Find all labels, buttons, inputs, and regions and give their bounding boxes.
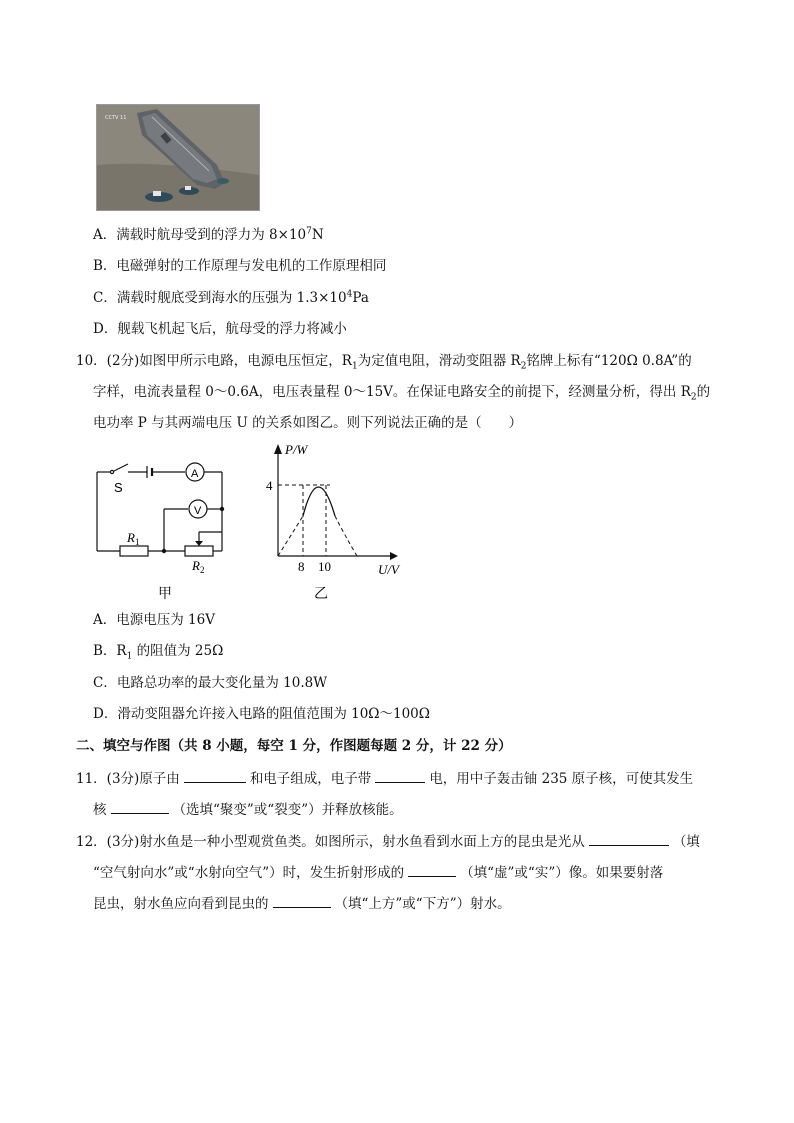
option-text: 电路总功率的最大变化量为 10.8W [116,675,328,691]
q10-text: 如图甲所示电路，电源电压恒定，R [139,353,352,369]
option-label: C． [93,675,117,691]
photo-watermark: CCTV 11 [105,115,127,121]
q11-line-2 [93,799,403,819]
question-number: 10．(2分) [76,353,140,369]
q12-text: （填 [672,834,700,850]
subscript: 2 [520,361,527,372]
q10-option-c [93,674,327,692]
subscript: 2 [690,392,697,403]
option-label: A． [93,612,117,628]
q10-text: 的 [696,384,711,400]
curve-dashed-left [278,516,303,556]
answer-blank[interactable] [375,768,425,783]
aircraft-carrier-photo [96,104,260,211]
option-label: B． [93,643,117,659]
answer-blank[interactable] [111,799,169,814]
q9-option-a [93,226,324,244]
q10-text: 铭牌上标有“120Ω 0.8A”的 [526,353,692,369]
circuit-caption: 甲 [158,586,172,602]
option-label: A． [93,227,117,243]
q11-text: 核 [93,802,107,818]
option-unit: Pa [352,290,369,306]
q10-text: 为定值电阻，滑动变阻器 R [357,353,521,369]
option-label: B． [93,258,117,274]
option-sup: 7 [306,226,312,237]
q11-text: （选填“聚变”或“裂变”）并释放核能。 [172,802,403,818]
option-label: D． [93,321,118,337]
q10-line-3 [93,414,522,432]
q12-text: （填“虚”或“实”）像。如果要射落 [460,865,664,881]
subscript: 1 [126,651,133,662]
q11-line-1 [76,768,693,788]
power-voltage-graph [260,438,410,608]
question-number: 11．(3分) [76,771,140,787]
q12-text: 昆虫，射水鱼应向看到昆虫的 [93,896,269,912]
option-label: C． [93,290,117,306]
answer-blank[interactable] [184,768,246,783]
subscript: 1 [351,361,358,372]
q11-text: 原子由 [139,771,180,787]
q11-text: 电，用中子轰击铀 235 原子核，可使其发生 [429,771,694,787]
q10-line-2 [93,383,710,401]
option-text: 电源电压为 16V [116,612,215,628]
q10-text: 电功率 P 与其两端电压 U 的关系如图乙。则下列说法正确的是（ ） [93,415,523,431]
q9-option-c [93,289,369,307]
q10-option-a [93,611,215,629]
question-number: 12．(3分) [76,834,140,850]
graph-x-label: U/V [378,562,399,577]
junction-dot [162,549,166,553]
option-text: 舰载飞机起飞后，航母受的浮力将减小 [117,321,347,337]
q10-option-d [93,705,430,723]
q12-text: （填“上方”或“下方”）射水。 [334,896,511,912]
curve-dashed-right [335,516,357,556]
q12-line-2 [93,862,663,882]
option-label: D． [93,706,118,722]
q12-line-1 [76,831,700,851]
circuit-diagram [90,450,240,610]
graph-x-tick-10: 10 [318,559,331,574]
option-text: 满载时舰底受到海水的压强为 1.3×10 [116,290,347,306]
section-2-title: 二、填空与作图（共 8 小题，每空 1 分，作图题每题 2 分，计 22 分） [76,738,512,754]
carrier-illustration [97,105,259,210]
answer-blank[interactable] [589,831,669,846]
option-unit: N [311,227,324,243]
answer-blank[interactable] [408,862,456,877]
option-text: 滑动变阻器允许接入电路的阻值范围为 10Ω～100Ω [117,706,430,722]
option-text: R [116,643,127,659]
q12-text: 射水鱼是一种小型观赏鱼类。如图所示，射水鱼看到水面上方的昆虫是光从 [139,834,585,850]
graph-y-label: P/W [285,442,308,457]
junction-dot [220,507,224,511]
ammeter-label: A [191,468,199,480]
switch-label: S [114,480,123,495]
q11-text: 和电子组成，电子带 [249,771,372,787]
q10-option-b [93,642,223,660]
r1-label: $R_1$ [127,530,140,547]
graph-y-tick: 4 [266,478,273,493]
option-text: 满载时航母受到的浮力为 8×10 [116,227,307,243]
graph-x-tick-8: 8 [298,559,305,574]
option-text: 电磁弹射的工作原理与发电机的工作原理相同 [116,258,387,274]
voltmeter-label: V [194,505,202,517]
graph-caption: 乙 [314,586,328,602]
q9-option-b [93,257,386,275]
q10-line-1 [76,352,692,370]
r2-label: $R_2$ [192,558,205,575]
q9-option-d [93,320,347,338]
option-text: 的阻值为 25Ω [132,643,224,659]
q12-line-3 [93,893,511,913]
curve-solid [303,487,335,516]
q10-text: 字样，电流表量程 0～0.6A，电压表量程 0～15V。在保证电路安全的前提下，经测量分析，得出 R [93,384,691,400]
q12-text: “空气射向水”或“水射向空气”）时，发生折射形成的 [93,865,405,881]
option-sup: 4 [346,289,353,300]
answer-blank[interactable] [273,893,331,908]
